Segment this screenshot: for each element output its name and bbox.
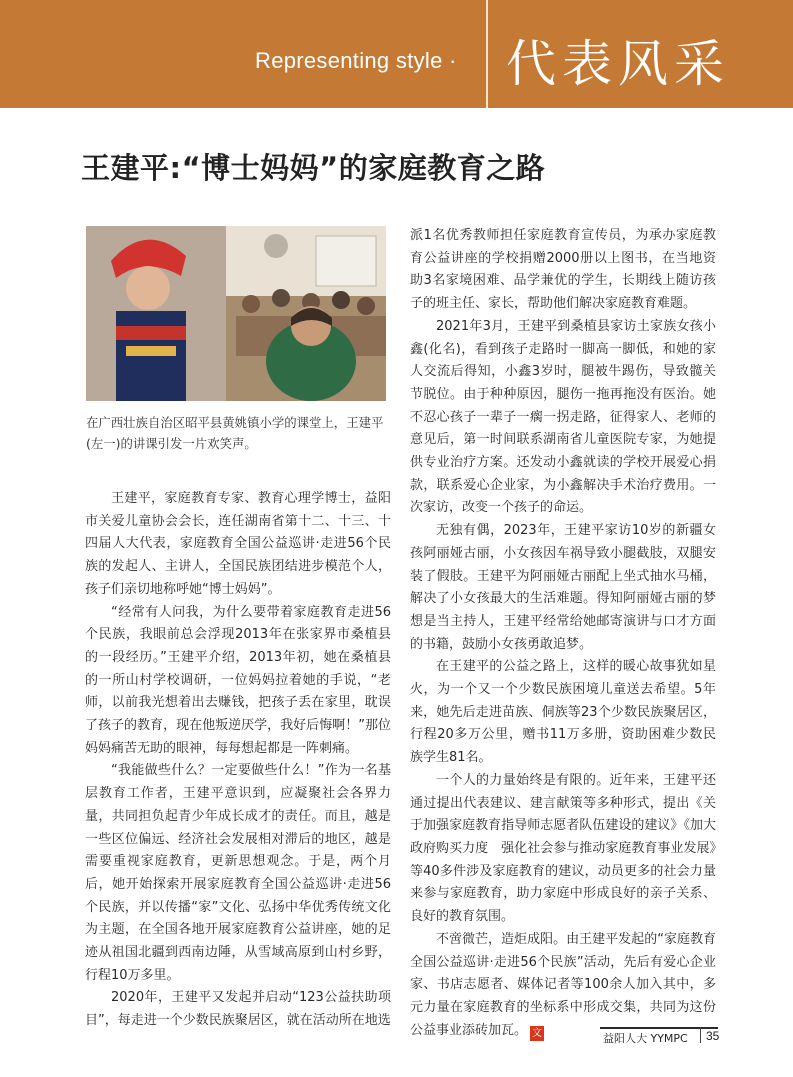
paragraph: 2021年3月，王建平到桑植县家访土家族女孩小鑫(化名)，看到孩子走路时一脚高一脚低，和她的家人交流后得知，小鑫3岁时，腿被牛踢伤，导致髋关节脱位。由于种种原因，腿伤一拖再拖没有医治。她不忍心孩子一辈子一瘸一拐走路，征得家人、老师的意见后，第一时间联系湖南省儿童医院专家，为她提供专业治疗方案。还发动小鑫就读的学校开展爱心捐款，联系爱心企业家，为小鑫解决手术治疗费用。一次家访，改变一个孩子的命运。 xyxy=(410,318,716,516)
paragraph: 一个人的力量始终是有限的。近年来，王建平还通过提出代表建议、建言献策等多种形式，提出《关于加强家庭教育指导师志愿者队伍建设的建议》《加大政府购买力度 强化社会参与推动家庭教育事业发展》等40多件涉及家庭教育的建议，动员更多的社会力量来参与家庭教育，助力家庭中形成良好的亲子关系、良好的教育氛围。 xyxy=(410,772,716,925)
paragraph: 在王建平的公益之路上，这样的暖心故事犹如星火，为一个又一个少数民族困境儿童送去希望。5年来，她先后走进苗族、侗族等23个少数民族聚居区，行程20多万公里，赠书11万多册，资助困难少数民族学生81名。 xyxy=(410,659,716,766)
footer-magazine-name: 益阳人大 YYMPC xyxy=(603,1032,688,1045)
section-banner xyxy=(0,0,793,108)
paragraph-continuation: 派1名优秀教师担任家庭教育宣传员，为承办家庭教育公益讲座的学校捐赠2000册以上图书，在当地资助3名家境困难、品学兼优的学生，长期线上随访孩子的班主任、家长，帮助他们解决家庭教育难题。 xyxy=(410,228,716,312)
classroom-photo-illustration xyxy=(86,226,386,401)
article-column-left xyxy=(85,488,391,1033)
paragraph: 王建平，家庭教育专家、教育心理学博士，益阳市关爱儿童协会会长，连任湖南省第十二、十三、十四届人大代表，家庭教育全国公益巡讲·走进56个民族的发起人、主讲人，全国民族团结进步模范个人，孩子们亲切地称呼她“博士妈妈”。 xyxy=(85,491,391,597)
section-title-en: Representing style · xyxy=(255,48,457,73)
banner-divider xyxy=(486,0,488,108)
page-number: 35 xyxy=(700,1027,719,1043)
paragraph: 无独有偶，2023年，王建平家访10岁的新疆女孩阿丽娅古丽，小女孩因车祸导致小腿截肢，双腿安装了假肢。王建平为阿丽娅古丽配上坐式抽水马桶，解决了小女孩最大的生活难题。得知阿丽娅古丽的梦想是当主持人，王建平经常给她邮寄演讲与口才方面的书籍，鼓励小女孩勇敢追梦。 xyxy=(410,523,716,652)
paragraph-final xyxy=(410,929,716,1043)
article-title: 王建平:“博士妈妈”的家庭教育之路 xyxy=(81,151,546,185)
article-end-mark: 文 xyxy=(532,1027,543,1039)
photo-caption: 在广西壮族自治区昭平县黄姚镇小学的课堂上，王建平(左一)的讲课引发一片欢笑声。 xyxy=(86,415,384,451)
paragraph: “我能做些什么？一定要做些什么！”作为一名基层教育工作者，王建平意识到，应凝聚社会各界力量，共同担负起青少年成长成才的责任。而且，越是一些区位偏远、经济社会发展相对滞后的地区，越是需要重视家庭教育，更新思想观念。于是，两个月后，她开始探索开展家庭教育全国公益巡讲·走进56个民族，并以传播“家”文化、弘扬中华优秀传统文化为主题，在全国各地开展家庭教育公益讲座，她的足迹从祖国北疆到西南边陲，从雪域高原到山村乡野，行程10万多里。 xyxy=(85,763,391,983)
article-photo xyxy=(86,226,386,401)
paragraph: 2020年，王建平又发起并启动“123公益扶助项目”，每走进一个少数民族聚居区，就在活动所在地选 xyxy=(85,990,391,1029)
paragraph: “经常有人问我，为什么要带着家庭教育走进56个民族，我眼前总会浮现2013年在张家界市桑植县的一段经历。”王建平介绍，2013年初，她在桑植县的一所山村学校调研，一位妈妈拉着她的手说，“老师，以前我光想着出去赚钱，把孩子丢在家里，耽误了孩子的教育，现在他叛逆厌学，我好后悔啊！”那位妈妈痛苦无助的眼神，每每想起都是一阵刺痛。 xyxy=(85,604,391,756)
paragraph-final-text: 不啻微芒，造炬成阳。由王建平发起的“家庭教育全国公益巡讲·走进56个民族”活动，先后有爱心企业家、书店志愿者、媒体记者等100余人加入其中，多元力量在家庭教育的坐标系中形成交集，共同为这份公益事业添砖加瓦。 xyxy=(410,931,716,1038)
section-title-zh: 代表风采 xyxy=(506,35,730,93)
article-column-right xyxy=(410,225,716,1042)
